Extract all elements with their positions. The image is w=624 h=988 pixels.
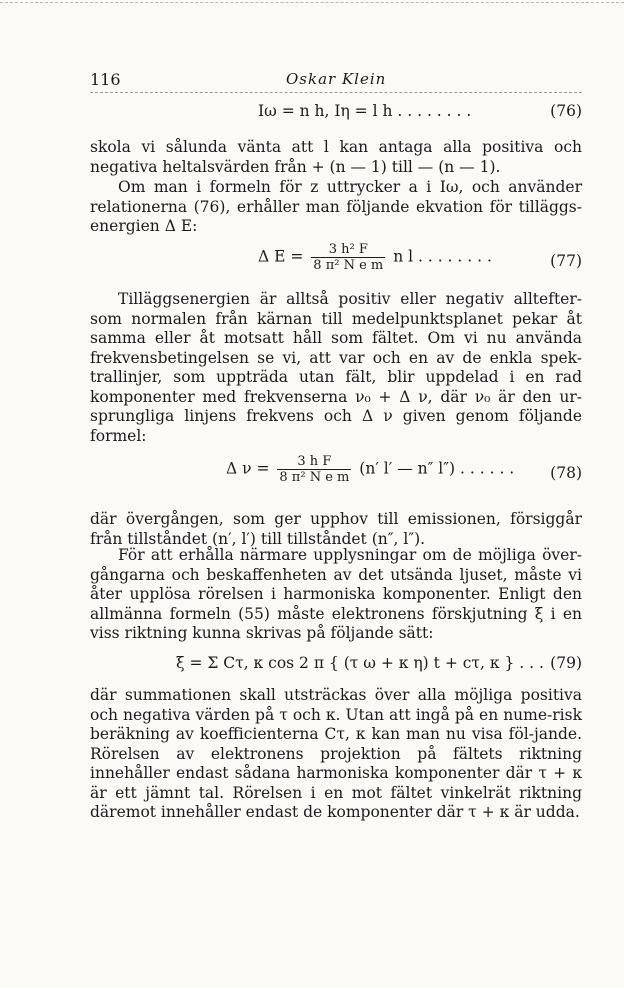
page-number: 116 xyxy=(90,70,121,89)
eq78-fraction xyxy=(277,454,351,485)
eq77-lhs: Δ E = xyxy=(258,247,304,266)
eq77-numerator: 3 h² F xyxy=(311,242,385,258)
equation-78 xyxy=(226,454,514,485)
eq77-denominator: 8 π² N e m xyxy=(313,258,384,273)
paragraph-1: skola vi sålunda vänta att l kan antaga alla positiva och negativa heltalsvärden från + (n — 1) till — (n — 1). xyxy=(90,138,582,176)
top-scan-rule xyxy=(0,2,624,4)
eq78-rest: (n′ l′ — n″ l″) . . . . . . xyxy=(359,459,515,478)
eq78-numerator: 3 h F xyxy=(277,454,351,470)
paragraph-3: Tilläggsenergien är alltså positiv eller negativ alltefter-som normalen från kärnan till medelpunktsplanet pekar åt samma eller åt motsatt håll som fältet. Om vi nu använda frekvensbetingelsen se vi, att var och en av de enkla spek-trallinjer, som uppträda utan fält, blir uppdelad i en rad komponenter med frekvenserna ν₀ + Δ ν, där ν₀ är den ur-sprungliga linjens frekvens och Δ ν given genom följande formel: xyxy=(90,290,582,445)
running-head: Oskar Klein xyxy=(286,70,387,88)
eq77-fraction xyxy=(311,242,385,273)
equation-number-76: (76) xyxy=(550,102,582,120)
page-header xyxy=(90,70,582,90)
header-rule xyxy=(90,92,582,93)
eq78-lhs: Δ ν = xyxy=(226,459,270,478)
equation-76: Iω = n h, Iη = l h . . . . . . . . xyxy=(258,102,472,120)
paragraph-2: Om man i formeln för z uttrycker a i Iω, och använder relationerna (76), erhåller man följande ekvation för tilläggs-energien Δ E: xyxy=(90,178,582,235)
equation-number-78: (78) xyxy=(550,464,582,482)
equation-number-77: (77) xyxy=(550,252,582,270)
eq78-denominator: 8 π² N e m xyxy=(279,470,350,485)
paragraph-6: där summationen skall utsträckas över alla möjliga positiva och negativa värden på τ och κ. Utan att ingå på en nume-risk beräkning av koefficienterna Cτ, κ kan man nu visa föl-jande. Rörelsen av elektronens projektion på fältets riktning innehåller endast sådana harmoniska komponenter där τ + κ är ett jämnt tal. Rörelsen i en mot fältet vinkelrät riktning däremot innehåller endast de komponenter där τ + κ är udda. xyxy=(90,686,582,821)
eq77-rest: n l . . . . . . . . xyxy=(393,247,492,266)
equation-79: ξ = Σ Cτ, κ cos 2 π { (τ ω + κ η) t + cτ, κ } . . . xyxy=(176,654,544,672)
equation-number-79: (79) xyxy=(550,654,582,672)
paragraph-5: För att erhålla närmare upplysningar om de möjliga över-gångarna och beskaffenheten av det utsända ljuset, måste vi åter upplösa rörelsen i harmoniska komponenter. Enligt den allmänna formeln (55) måste elektronens förskjutning ξ i en viss riktning kunna skrivas på följande sätt: xyxy=(90,546,582,642)
paragraph-4: där övergången, som ger upphov till emissionen, försiggår från tillståndet (n′, l′) till tillståndet (n″, l″). xyxy=(90,510,582,548)
equation-77 xyxy=(258,242,492,273)
